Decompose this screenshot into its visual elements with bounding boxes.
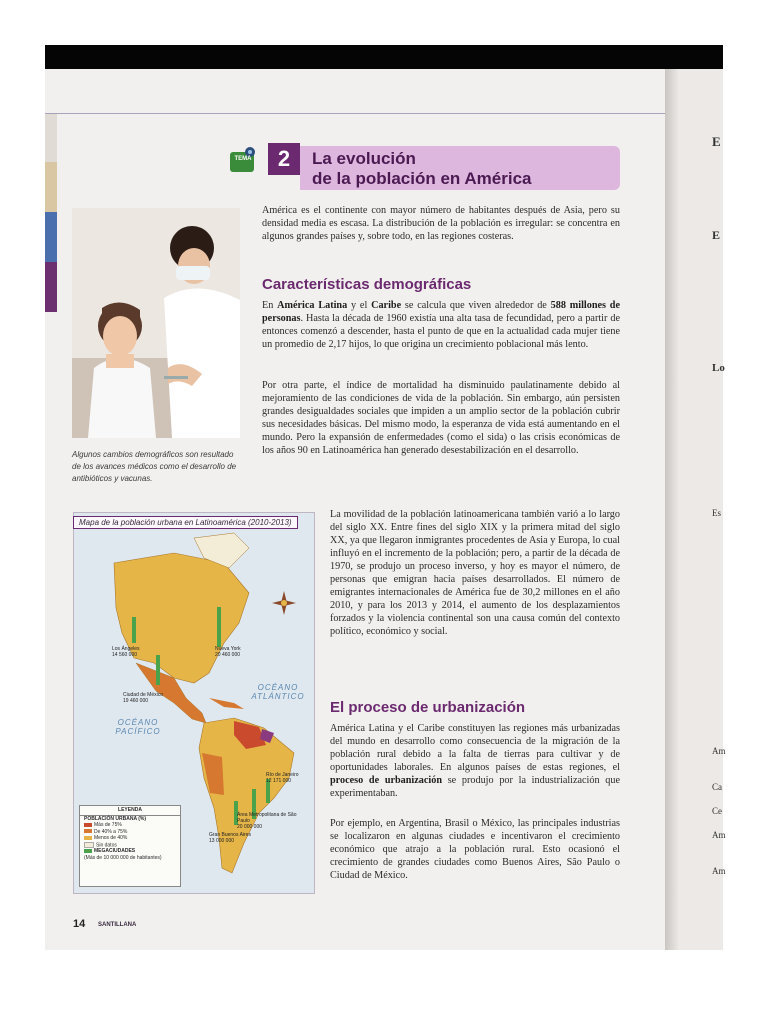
city-label: Nueva York 20 460 000 <box>215 646 241 658</box>
megacity-bar-ciudad-mexico <box>156 655 160 685</box>
paragraph-examples: Por ejemplo, en Argentina, Brasil o México, las principales industrias se localizaron en algunas ciudades e incentivaron el crecimiento económico que atrajo a la población rural. Esto ocasionó el crecimiento de grandes ciudades como Buenos Aires, São Paulo o Ciudad de México. <box>330 818 620 881</box>
map-legend: LEYENDA POBLACIÓN URBANA (%) Más de 75% De 40% a 75% Menos de 40% Sin datos MEGACIUDADES (Más de 10 000 000 de habitantes) <box>79 805 181 887</box>
right-page-text: E <box>712 134 721 149</box>
paragraph-mortality: Por otra parte, el índice de mortalidad ha disminuido paulatinamente debido al mejoramiento de las condiciones de vida de la población. Sin embargo, aún persisten grandes desigualdades sociales que impiden a un amplio sector de la población cubrir sus necesidades básicas. Del mismo modo, la esperanza de vida está aumentando en el mundo. Pero la expansión de enfermedades (como el sida) o las crisis económicas de los años 90 en Latinoamérica han generado desestabilización en el desarrollo. <box>262 380 620 456</box>
side-strip <box>45 262 57 312</box>
publisher-logo: SANTILLANA <box>98 922 137 928</box>
side-strip <box>45 162 57 212</box>
vaccination-photo <box>72 208 240 438</box>
right-page-text: Es <box>712 508 721 518</box>
scan-top-border <box>45 45 723 69</box>
right-page-text: Am <box>712 830 726 840</box>
city-label: Los Ángeles 14 560 000 <box>112 646 140 658</box>
megacity-bar-los-angeles <box>132 617 136 643</box>
right-page-text: Lo <box>712 362 725 374</box>
right-page-text: E <box>712 228 721 242</box>
side-strip <box>45 212 57 262</box>
ocean-pacific-label: OCÉANO PACÍFICO <box>115 718 161 736</box>
city-label: Gran Buenos Aires 13 000 000 <box>209 832 251 844</box>
right-page-text: Ce <box>712 806 722 816</box>
city-label: Área Metropolitana de São Paulo 20 000 000 <box>237 812 297 830</box>
heading-demographics: Características demográficas <box>262 276 472 293</box>
paragraph-mobility: La movilidad de la población latinoamericana también varió a lo largo del siglo XX. Entre fines del siglo XIX y la primera mitad del siglo XX, ya que llegaron inmigrantes procedentes de Asia y Europa, lo cual influyó en el incremento de la población; pero, a partir de la década de 1970, se produjo un proceso inverso, y hoy es mayor el número, de personas que emigran hacia países desarrollados. El número de emigrantes internacionales de América fue de 30,2 millones en el año 2010, y para los 2013 y 2014, el aumento de los desplazamientos forzados y la violencia continental son una causa común del contexto político, económico y social. <box>330 509 620 637</box>
header-rule <box>45 113 665 114</box>
section-number: 2 <box>268 143 300 175</box>
scan-bottom-margin <box>0 950 768 1024</box>
paragraph-demographics: En América Latina y el Caribe se calcula que viven alrededor de 588 millones de personas. Hasta la década de 1960 existía una alta tasa de fecundidad, pero a partir de entonces comenzó a descender, hasta el punto de que en la actualidad cada mujer tiene un promedio de 2,17 hijos, lo que origina un crecimiento poblacional más lento. <box>262 300 620 350</box>
right-page-text: Am <box>712 866 726 876</box>
ocean-atlantic-label: OCÉANO ATLÁNTICO <box>251 683 305 701</box>
right-page-text: Am <box>712 746 726 756</box>
city-label: Río de Janeiro 12 171 000 <box>266 772 299 784</box>
megacity-bar-nueva-york <box>217 607 221 647</box>
page-title: La evolución de la población en América <box>312 149 532 188</box>
map-title: Mapa de la población urbana en Latinoamérica (2010-2013) <box>73 516 313 529</box>
tema-label: TEMA <box>234 156 252 162</box>
city-label: Ciudad de México 19 460 000 <box>123 692 164 704</box>
photo-caption: Algunos cambios demográficos son resultado de los avances médicos como el desarrollo de antibióticos y vacunas. <box>72 450 237 483</box>
page-number: 14 <box>73 918 86 930</box>
right-page-text: Ca <box>712 782 722 792</box>
paragraph-urbanization: América Latina y el Caribe constituyen las regiones más urbanizadas del mundo en desarrollo como consecuencia de la migración de la población rural debido a la falta de tierras para cultivar y de oportunidades laborales. En algunos países de estas regiones, el proceso de urbanización se produjo por la industrialización que experimentaban. <box>330 723 621 799</box>
side-strip <box>45 114 57 162</box>
heading-urbanization: El proceso de urbanización <box>330 699 526 716</box>
intro-paragraph: América es el continente con mayor número de habitantes después de Asia, pero su densidad media es escasa. La distribución de la población es irregular: se concentra en algunos grandes países y, sobre todo, en las regiones costeras. <box>262 205 620 242</box>
